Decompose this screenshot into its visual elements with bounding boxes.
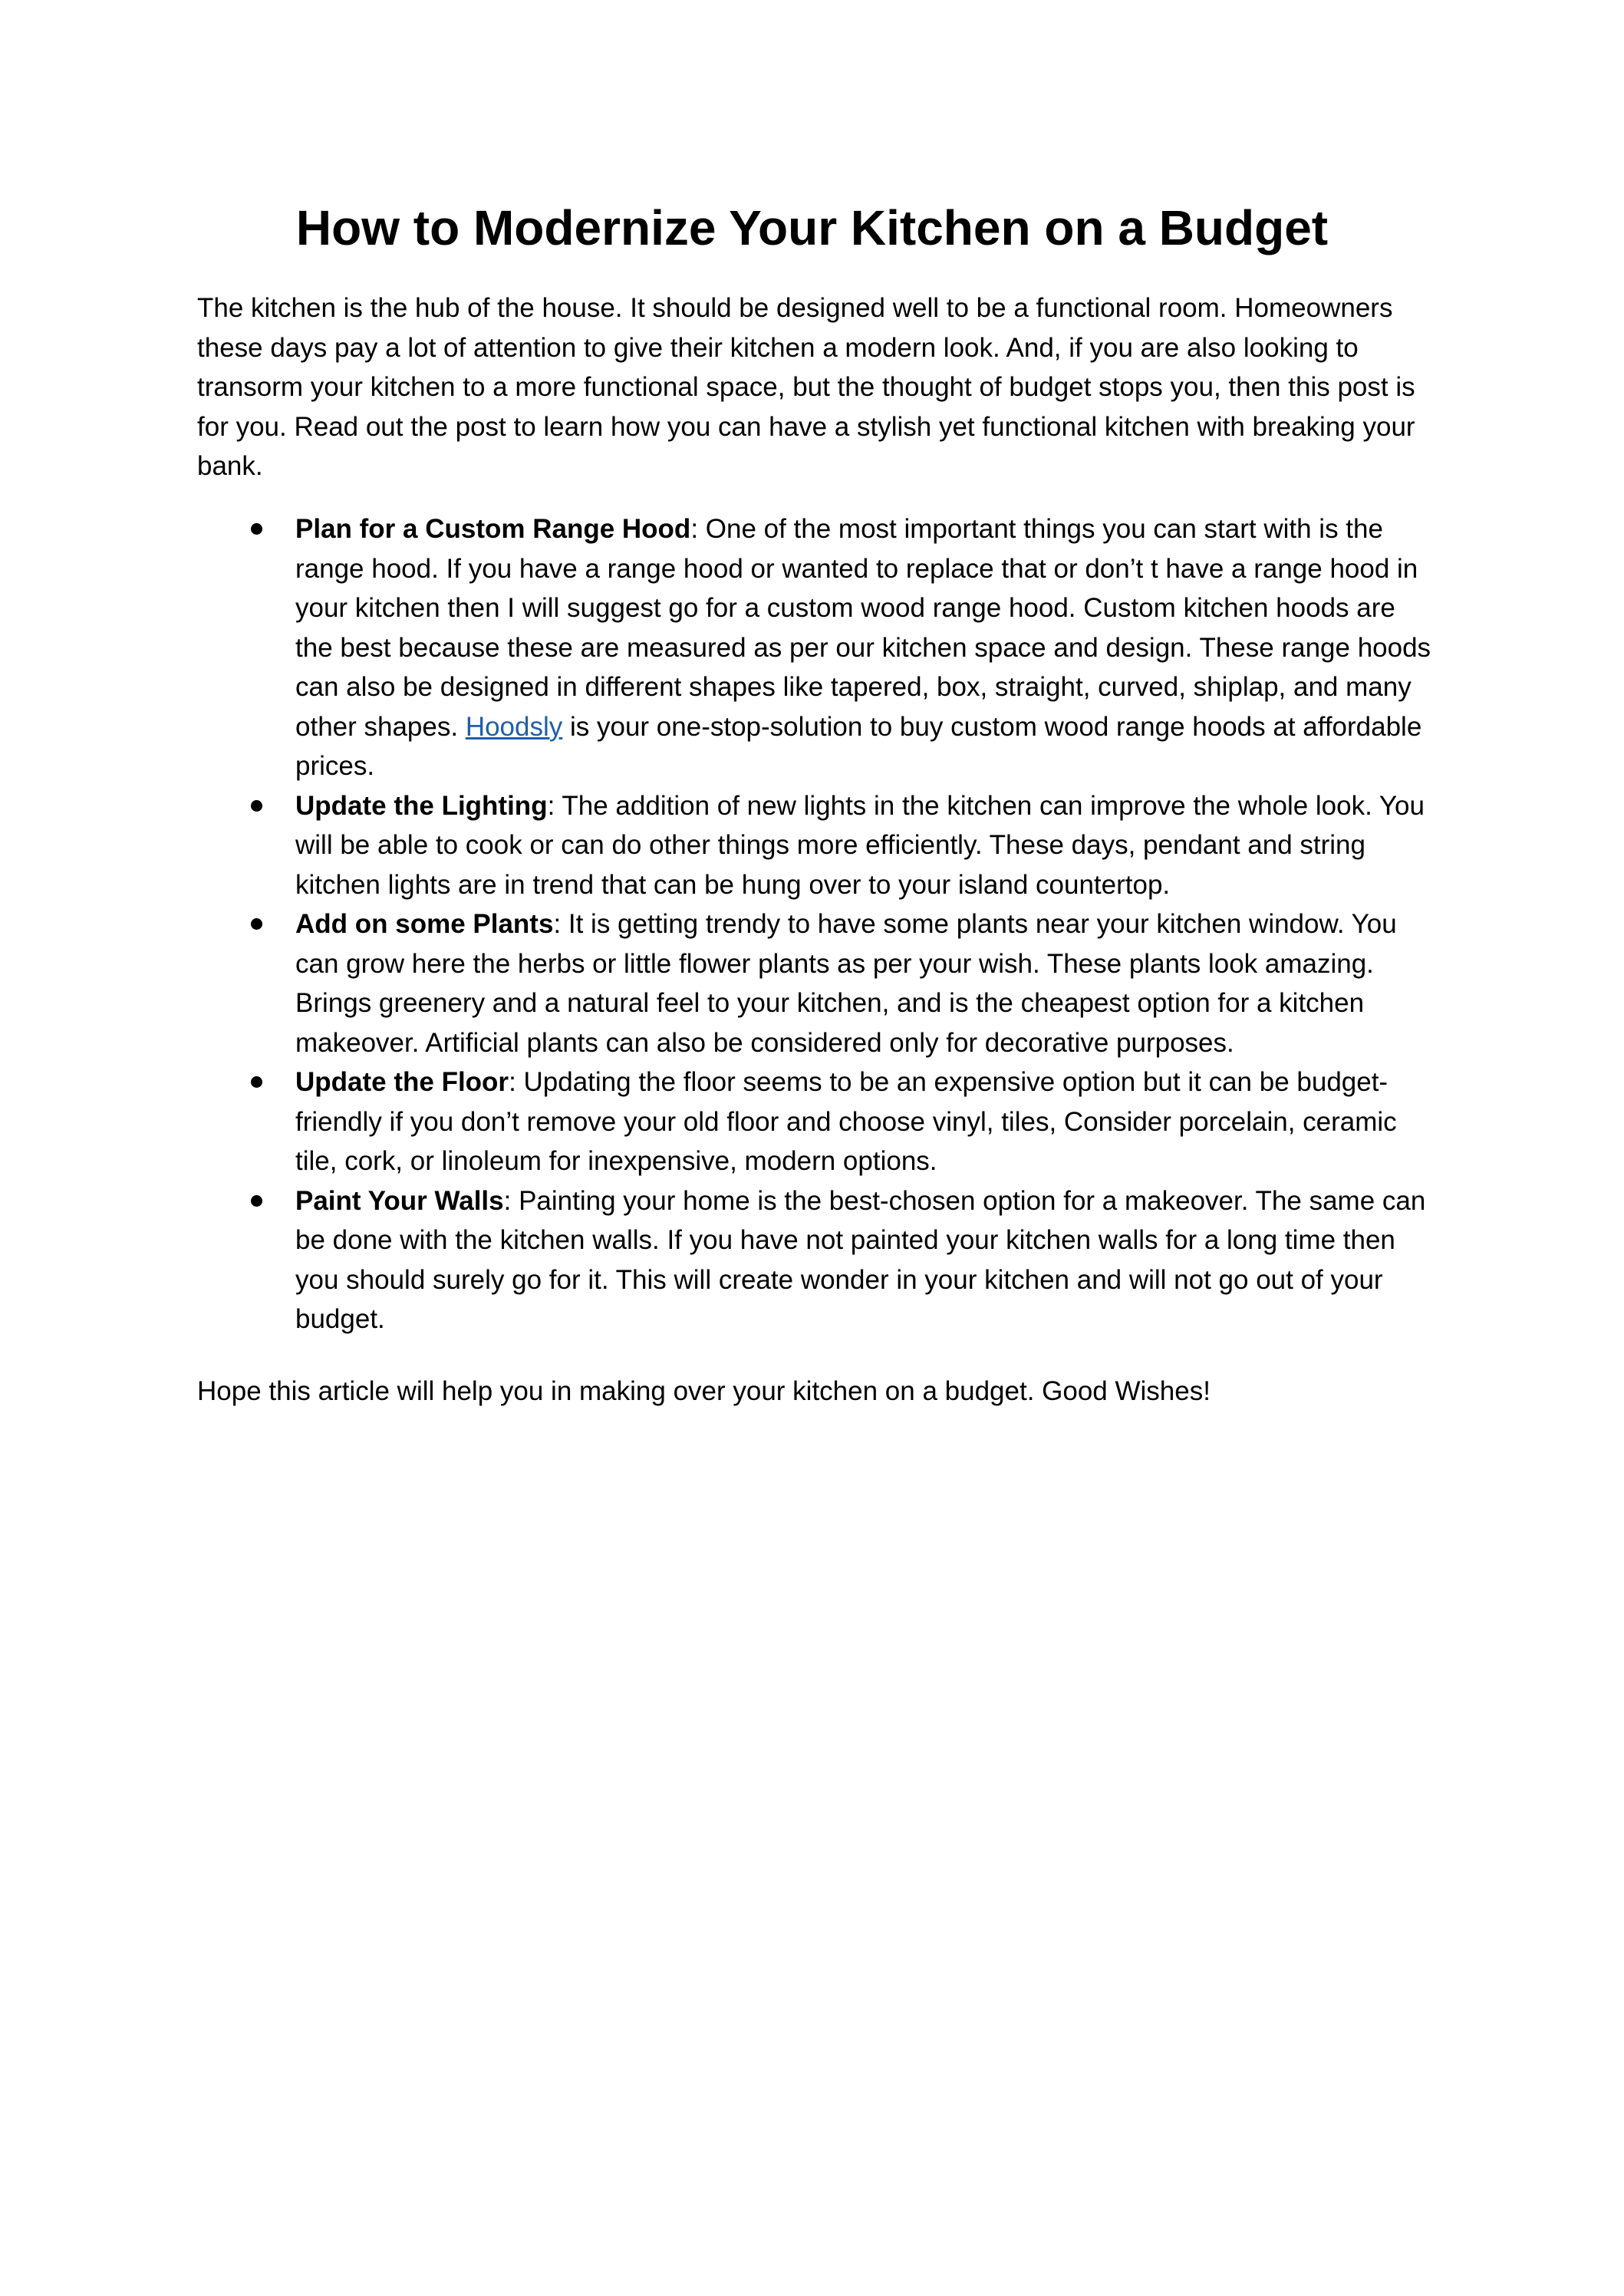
list-item-text-continued: is your one-stop-solution to buy custom wood range hoods at affordable prices. [295,711,1422,781]
tips-list [197,509,1440,1339]
list-item-text: : Painting your home is the best-chosen option for a makeover. The same can be done with the kitchen walls. If you have not painted your kitchen walls for a long time then you should surely go for it. This will create wonder in your kitchen and will not go out of your budget. [295,1185,1426,1334]
list-item-plants [197,904,1440,1062]
list-item-text: : The addition of new lights in the kitchen can improve the whole look. You will be able to cook or can do other things more efficiently. These days, pendant and string kitchen lights are in trend that can be hung over to your island countertop. [295,790,1425,900]
page-title: How to Modernize Your Kitchen on a Budget [295,200,1329,255]
list-item-heading: Add on some Plants [295,909,554,939]
list-item-walls [197,1181,1440,1339]
bullet-icon [251,918,262,930]
list-item-text: : It is getting trendy to have some plants near your kitchen window. You can grow here the herbs or little flower plants as per your wish. These plants look amazing. Brings greenery and a natural feel to your kitchen, and is the cheapest option for a kitchen makeover. Artificial plants can also be considered only for decorative purposes. [295,909,1397,1058]
bullet-icon [251,800,262,812]
list-item-text: : Updating the floor seems to be an expensive option but it can be budget-friendly if you don’t remove your old floor and choose vinyl, tiles, Consider porcelain, ceramic tile, cork, or linoleum for inexpensive, modern options. [295,1067,1397,1176]
list-item-heading: Paint Your Walls [295,1185,504,1216]
closing-paragraph: Hope this article will help you in making over your kitchen on a budget. Good Wishes! [197,1376,1211,1406]
intro-paragraph: The kitchen is the hub of the house. It should be designed well to be a functional room. Homeowners these days pay a lot of attention to give their kitchen a modern look. And, if you are also looking to transorm your kitchen to a more functional space, but the thought of budget stops you, then this post is for you. Read out the post to learn how you can have a stylish yet functional kitchen with breaking your bank. [197,293,1415,481]
list-item-range-hood [197,509,1440,786]
hoodsly-link[interactable]: Hoodsly [465,711,563,742]
list-item-floor [197,1062,1440,1181]
list-item-lighting [197,786,1440,905]
list-item-text: : One of the most important things you can start with is the range hood. If you have a range hood or wanted to replace that or don’t t have a range hood in your kitchen then I will suggest go for a custom wood range hood. Custom kitchen hoods are the best because these are measured as per our kitchen space and design. These range hoods can also be designed in different shapes like tapered, box, straight, curved, shiplap, and many other shapes. [295,514,1431,742]
list-item-heading: Plan for a Custom Range Hood [295,514,691,544]
list-item-heading: Update the Lighting [295,790,548,821]
bullet-icon [251,523,262,535]
bullet-icon [251,1195,262,1207]
list-item-heading: Update the Floor [295,1067,509,1097]
bullet-icon [251,1076,262,1088]
